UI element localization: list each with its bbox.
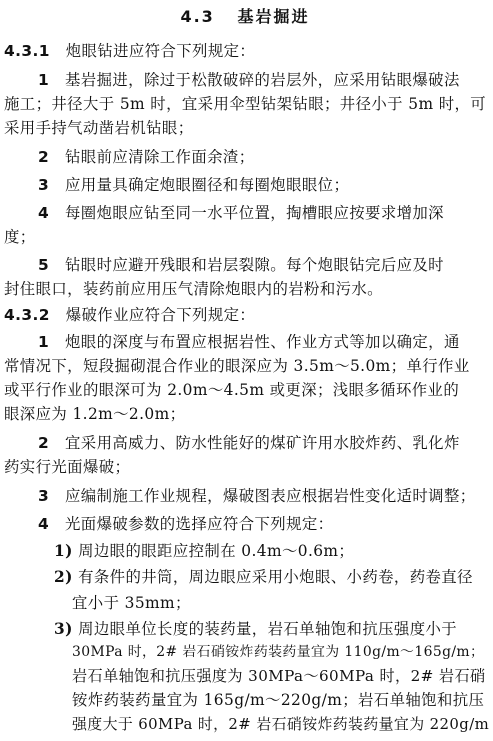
sub-item: [54, 566, 490, 588]
section-heading: [0, 6, 490, 28]
sub-item-line: 铵炸药装药量宜为 165g/m～220g/m；岩石单轴饱和抗压: [72, 691, 485, 709]
item-line: 常情况下，短段掘砌混合作业的眼深应为 3.5m～5.0m；单行作业: [4, 357, 470, 375]
sub-item: [54, 540, 490, 562]
item-number: 2: [38, 434, 50, 452]
clause-4-3-2: [4, 304, 490, 326]
clause-number: 4.3.2: [4, 306, 50, 324]
list-item: [38, 331, 490, 353]
sub-item-number: 3): [54, 620, 73, 638]
item-line: 眼深应为 1.2m～2.0m；: [4, 405, 186, 423]
clause-text: 炮眼钻进应符合下列规定：: [65, 42, 256, 60]
list-item: [38, 202, 490, 224]
clause-text: 爆破作业应符合下列规定：: [65, 306, 256, 324]
item-line: 采用手持气动凿岩机钻眼；: [4, 119, 194, 137]
sub-item-line: 周边眼单位长度的装药量，岩石单轴饱和抗压强度小于: [78, 620, 458, 638]
sub-item-line: 有条件的井筒，周边眼应采用小炮眼、小药卷，药卷直径: [78, 568, 473, 586]
item-line: 药实行光面爆破；: [4, 458, 131, 476]
item-number: 1: [38, 71, 50, 89]
sub-item-line: 宜小于 35mm；: [72, 594, 191, 612]
item-number: 4: [38, 515, 50, 533]
sub-item-line: 强度大于 60MPa 时，2# 岩石硝铵炸药装药量宜为 220g/m: [72, 715, 490, 733]
item-line: 钻眼前应清除工作面余渣；: [65, 148, 255, 166]
item-line: 应编制施工作业规程，爆破图表应根据岩性变化适时调整；: [65, 487, 476, 505]
list-item: [38, 254, 490, 276]
item-line: 应用量具确定炮眼圈径和每圈炮眼眼位；: [65, 176, 350, 194]
list-item: [38, 69, 490, 91]
list-item: [38, 513, 490, 535]
sub-item-number: 2): [54, 568, 73, 586]
item-line: 宜采用高威力、防水性能好的煤矿许用水胶炸药、乳化炸: [65, 434, 460, 452]
item-number: 4: [38, 204, 50, 222]
item-line: 每圈炮眼应钻至同一水平位置，掏槽眼应按要求增加深: [65, 204, 444, 222]
item-line: 或平行作业的眼深可为 2.0m～4.5m 或更深；浅眼多循环作业的: [4, 381, 460, 399]
item-number: 3: [38, 176, 50, 194]
list-item: [38, 432, 490, 454]
sub-item-number: 1): [54, 542, 73, 560]
item-line: 炮眼的深度与布置应根据岩性、作业方式等加以确定，通: [65, 333, 460, 351]
item-line: 钻眼时应避开残眼和岩层裂隙。每个炮眼钻完后应及时: [65, 256, 444, 274]
item-line: 施工；井径大于 5m 时，宜采用伞型钻架钻眼；井径小于 5m 时，可: [4, 95, 487, 113]
sub-item: [54, 618, 490, 640]
item-line: 基岩掘进，除过于松散破碎的岩层外，应采用钻眼爆破法: [65, 71, 460, 89]
clause-number: 4.3.1: [4, 42, 50, 60]
item-number: 5: [38, 256, 50, 274]
list-item: [38, 146, 490, 168]
sub-item-line: 岩石单轴饱和抗压强度为 30MPa～60MPa 时，2# 岩石硝: [72, 667, 486, 685]
sub-item-line: 周边眼的眼距应控制在 0.4m～0.6m；: [78, 542, 355, 560]
sub-item-line: 30MPa 时，2# 岩石硝铵炸药装药量宜为 110g/m～165g/m；: [72, 644, 485, 660]
list-item: [38, 485, 490, 507]
item-number: 1: [38, 333, 50, 351]
clause-4-3-1: [4, 40, 490, 62]
item-line: 光面爆破参数的选择应符合下列规定：: [65, 515, 334, 533]
item-number: 2: [38, 148, 50, 166]
item-line: 封住眼口，装药前应用压气清除炮眼内的岩粉和污水。: [4, 280, 383, 298]
section-title: 基岩掘进: [237, 7, 310, 26]
section-number: 4.3: [180, 7, 215, 26]
item-line: 度；: [4, 228, 36, 246]
list-item: [38, 174, 490, 196]
item-number: 3: [38, 487, 50, 505]
